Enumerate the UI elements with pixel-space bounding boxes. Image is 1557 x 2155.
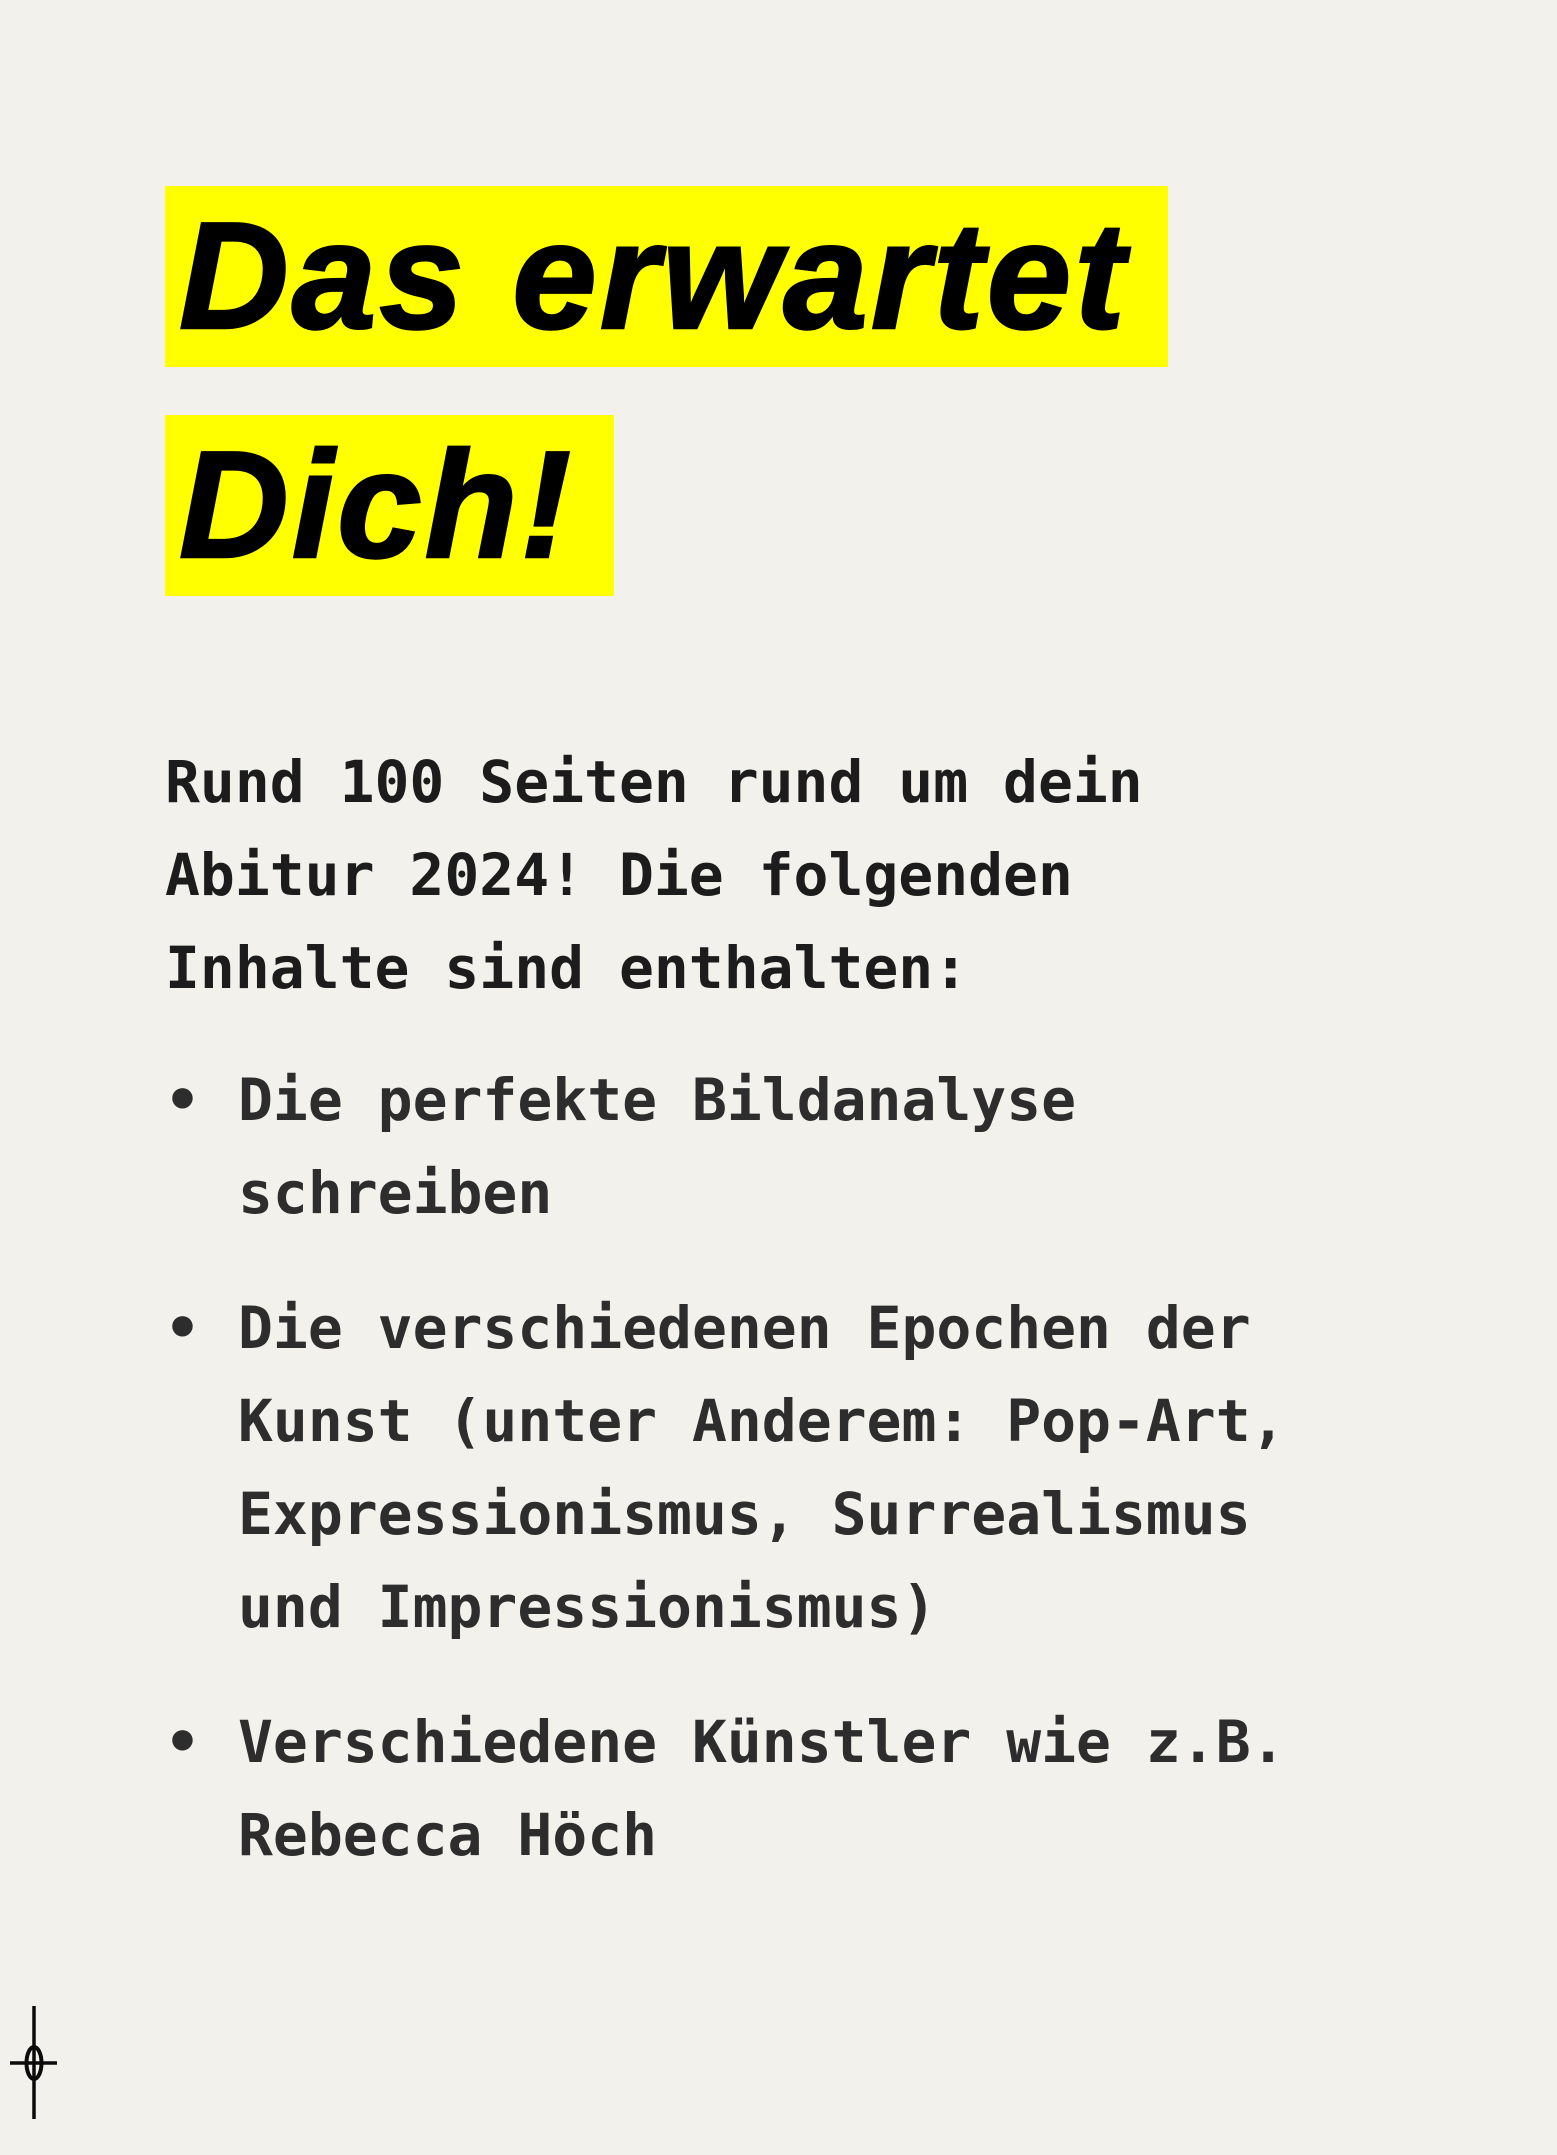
bullet-icon: • [165,1066,200,1134]
list-item-text: Die perfekte Bildanalyse schreiben [238,1066,1077,1227]
bullet-icon: • [165,1294,200,1362]
page-title-line-1: Das erwartet [165,186,1168,367]
bullet-list [165,1054,1305,1882]
list-item-text: Die verschiedenen Epochen der Kunst (unter Anderem: Pop-Art, Expressionismus, Surrealismus und Impressionismus) [238,1294,1286,1641]
page-title [165,186,1168,596]
page-title-line-2: Dich! [165,415,614,596]
list-item [165,1696,1305,1882]
bullet-icon: • [165,1708,200,1776]
intro-paragraph: Rund 100 Seiten rund um dein Abitur 2024! Die folgenden Inhalte sind enthalten: [165,748,1143,1002]
registration-mark-icon [8,2000,68,2125]
list-item [165,1054,1305,1240]
list-item [165,1282,1305,1654]
list-item-text: Verschiedene Künstler wie z.B. Rebecca Höch [238,1708,1286,1869]
